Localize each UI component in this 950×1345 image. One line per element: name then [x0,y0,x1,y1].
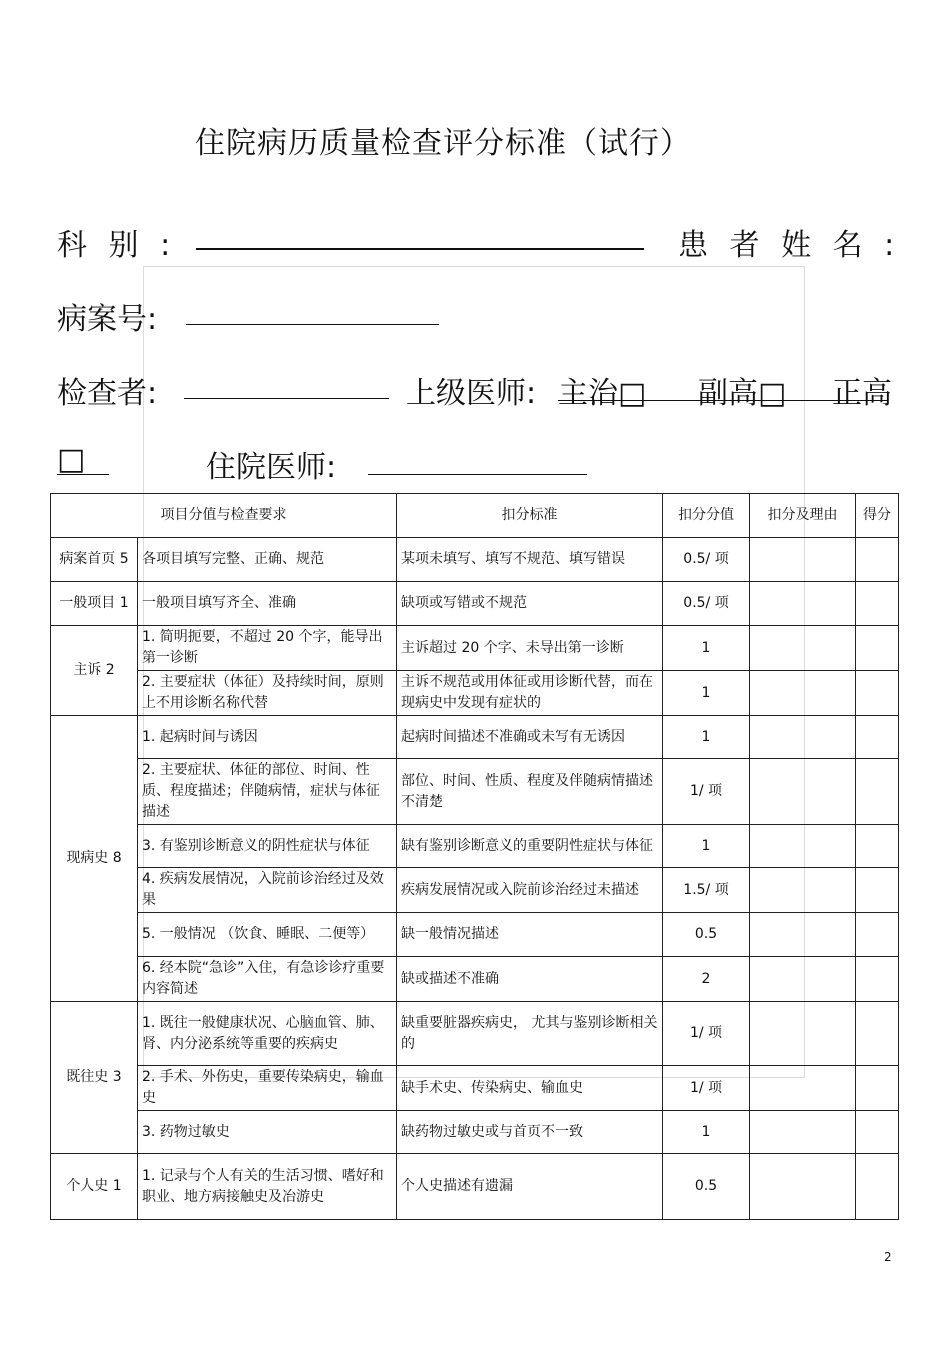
requirement-cell: 4. 疾病发展情况，入院前诊治经过及效果 [138,868,397,913]
table-row [51,1154,899,1220]
deduction-value-cell: 0.5/ 项 [663,538,750,582]
table-row [51,957,899,1002]
header-deduction-reason: 扣分及理由 [750,494,856,538]
dept-label: 科 别 : [57,228,177,263]
requirement-cell: 2. 主要症状（体征）及持续时间，原则上不用诊断名称代替 [138,671,397,716]
standard-cell: 缺手术史、传染病史、输血史 [397,1066,663,1111]
standard-cell: 主诉超过 20 个字、未导出第一诊断 [397,626,663,671]
deduction-value-cell: 0.5 [663,1154,750,1220]
requirement-cell: 3. 药物过敏史 [138,1111,397,1154]
box-underline [57,474,109,475]
scoring-table [50,493,899,1220]
option-attending[interactable]: 主治□ [558,376,647,411]
case-number-label: 病案号: [57,302,158,337]
requirement-cell: 5. 一般情况 （饮食、睡眠、二便等） [138,913,397,957]
deduction-value-cell: 0.5/ 项 [663,582,750,626]
score-cell[interactable] [856,825,899,868]
table-row [51,582,899,626]
deduction-reason-cell[interactable] [750,913,856,957]
table-row [51,671,899,716]
standard-cell: 缺项或写错或不规范 [397,582,663,626]
requirement-cell: 1. 起病时间与诱因 [138,716,397,759]
score-cell[interactable] [856,1066,899,1111]
score-cell[interactable] [856,868,899,913]
deduction-value-cell: 1.5/ 项 [663,868,750,913]
section-label: 现病史 8 [51,716,138,1002]
score-cell[interactable] [856,957,899,1002]
deduction-value-cell: 1/ 项 [663,1066,750,1111]
requirement-cell: 各项目填写完整、正确、规范 [138,538,397,582]
requirement-cell: 2. 主要症状、体征的部位、时间、性质、程度描述；伴随病情，症状与体征描述 [138,759,397,825]
deduction-reason-cell[interactable] [750,1066,856,1111]
requirement-cell: 1. 简明扼要，不超过 20 个字，能导出第一诊断 [138,626,397,671]
score-cell[interactable] [856,759,899,825]
score-cell[interactable] [856,1111,899,1154]
requirement-cell: 1. 记录与个人有关的生活习惯、嗜好和职业、地方病接触史及冶游史 [138,1154,397,1220]
deduction-reason-cell[interactable] [750,626,856,671]
table-row [51,868,899,913]
requirement-cell: 3. 有鉴别诊断意义的阴性症状与体征 [138,825,397,868]
standard-cell: 主诉不规范或用体征或用诊断代替，而在现病史中发现有症状的 [397,671,663,716]
deduction-value-cell: 1 [663,825,750,868]
option-full-senior[interactable]: 正高 [832,376,892,411]
section-label: 既往史 3 [51,1002,138,1154]
section-label: 主诉 2 [51,626,138,716]
deduction-reason-cell[interactable] [750,582,856,626]
table-row [51,538,899,582]
deduction-reason-cell[interactable] [750,1002,856,1066]
header-deduction-standard: 扣分标准 [397,494,663,538]
page-number: 2 [884,1250,892,1264]
table-row [51,1066,899,1111]
header-score: 得分 [856,494,899,538]
deduction-value-cell: 2 [663,957,750,1002]
score-cell[interactable] [856,671,899,716]
deduction-value-cell: 1/ 项 [663,1002,750,1066]
score-cell[interactable] [856,1154,899,1220]
score-cell[interactable] [856,582,899,626]
table-row [51,913,899,957]
deduction-reason-cell[interactable] [750,759,856,825]
table-row [51,716,899,759]
deduction-value-cell: 1 [663,1111,750,1154]
deduction-value-cell: 1/ 项 [663,759,750,825]
standard-cell: 缺有鉴别诊断意义的重要阴性症状与体征 [397,825,663,868]
score-cell[interactable] [856,538,899,582]
standard-cell: 某项未填写、填写不规范、填写错误 [397,538,663,582]
section-label: 个人史 1 [51,1154,138,1220]
score-cell[interactable] [856,626,899,671]
deduction-reason-cell[interactable] [750,957,856,1002]
requirement-cell: 一般项目填写齐全、准确 [138,582,397,626]
standard-cell: 缺或描述不准确 [397,957,663,1002]
deduction-reason-cell[interactable] [750,868,856,913]
table-row [51,1111,899,1154]
standard-cell: 个人史描述有遗漏 [397,1154,663,1220]
section-label: 病案首页 5 [51,538,138,582]
requirement-cell: 1. 既往一般健康状况、心脑血管、肺、肾、内分泌系统等重要的疾病史 [138,1002,397,1066]
patient-name-label: 患 者 姓 名 : [678,228,901,263]
score-cell[interactable] [856,913,899,957]
section-label: 一般项目 1 [51,582,138,626]
score-cell[interactable] [856,716,899,759]
deduction-value-cell: 1 [663,626,750,671]
score-cell[interactable] [856,1002,899,1066]
standard-cell: 部位、时间、性质、程度及伴随病情描述不清楚 [397,759,663,825]
deduction-reason-cell[interactable] [750,538,856,582]
deduction-reason-cell[interactable] [750,1154,856,1220]
page-title: 住院病历质量检查评分标准（试行） [195,126,691,161]
standard-cell: 起病时间描述不准确或未写有无诱因 [397,716,663,759]
inspector-field[interactable] [184,398,389,399]
table-header-row [51,494,899,538]
table-row [51,759,899,825]
deduction-value-cell: 0.5 [663,913,750,957]
header-requirements: 项目分值与检查要求 [51,494,397,538]
deduction-reason-cell[interactable] [750,1111,856,1154]
deduction-value-cell: 1 [663,716,750,759]
header-deduction-value: 扣分分值 [663,494,750,538]
deduction-reason-cell[interactable] [750,671,856,716]
option-full-senior-box[interactable]: □ [57,442,86,477]
standard-cell: 缺一般情况描述 [397,913,663,957]
superior-doctor-label: 上级医师: [406,376,537,411]
standard-cell: 缺重要脏器疾病史， 尤其与鉴别诊断相关的 [397,1002,663,1066]
table-row [51,1002,899,1066]
deduction-value-cell: 1 [663,671,750,716]
case-number-field[interactable] [186,324,439,325]
requirement-cell: 2. 手术、外伤史，重要传染病史，输血史 [138,1066,397,1111]
dept-field[interactable] [196,248,644,250]
standard-cell: 缺药物过敏史或与首页不一致 [397,1111,663,1154]
resident-doctor-field[interactable] [368,474,587,475]
standard-cell: 疾病发展情况或入院前诊治经过未描述 [397,868,663,913]
option-associate-senior[interactable]: 副高□ [698,376,787,411]
deduction-reason-cell[interactable] [750,716,856,759]
inspector-label: 检查者: [57,376,158,411]
requirement-cell: 6. 经本院“急诊”入住，有急诊诊疗重要内容简述 [138,957,397,1002]
table-row [51,626,899,671]
superior-underline [558,400,888,401]
resident-doctor-label: 住院医师: [206,450,337,485]
deduction-reason-cell[interactable] [750,825,856,868]
table-row [51,825,899,868]
